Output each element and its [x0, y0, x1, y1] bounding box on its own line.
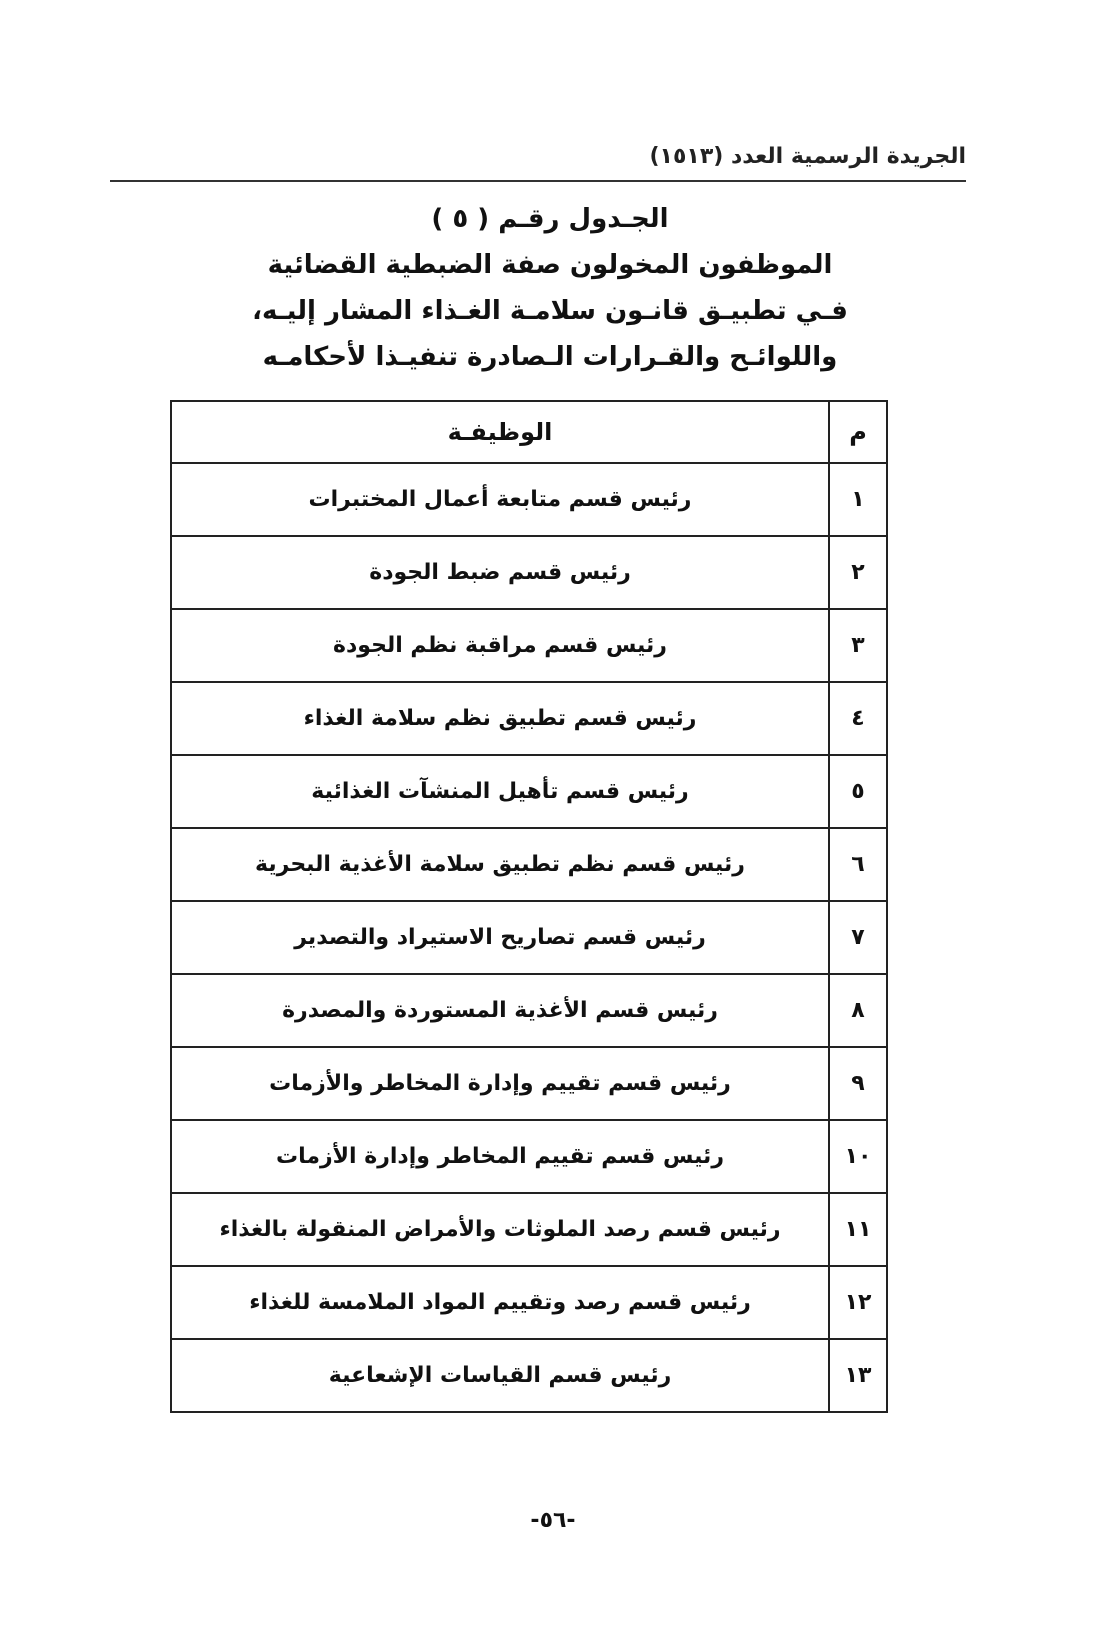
- row-number: ١٢: [829, 1266, 887, 1339]
- row-number: ٣: [829, 609, 887, 682]
- row-job: رئيس قسم تقييم المخاطر وإدارة الأزمات: [171, 1120, 829, 1193]
- row-job: رئيس قسم القياسات الإشعاعية: [171, 1339, 829, 1412]
- table-row: [171, 463, 887, 536]
- table-row: [171, 609, 887, 682]
- row-number: ١٣: [829, 1339, 887, 1412]
- title-line-3: فـي تطبيـق قانـون سلامـة الغـذاء المشار إليـه،: [252, 296, 848, 326]
- document-title-block: [200, 196, 900, 380]
- table-row: [171, 1120, 887, 1193]
- row-number: ١٠: [829, 1120, 887, 1193]
- table-header-row: [171, 401, 887, 463]
- row-job: رئيس قسم مراقبة نظم الجودة: [171, 609, 829, 682]
- row-number: ٥: [829, 755, 887, 828]
- page-number: -٥٦-: [530, 1508, 576, 1533]
- header-job: الوظيفـة: [171, 401, 829, 463]
- row-number: ٢: [829, 536, 887, 609]
- table-row: [171, 1047, 887, 1120]
- row-number: ٨: [829, 974, 887, 1047]
- row-number: ٦: [829, 828, 887, 901]
- officers-table-container: [170, 400, 886, 1413]
- row-job: رئيس قسم متابعة أعمال المختبرات: [171, 463, 829, 536]
- row-job: رئيس قسم تأهيل المنشآت الغذائية: [171, 755, 829, 828]
- row-number: ١١: [829, 1193, 887, 1266]
- officers-table: [170, 400, 888, 1413]
- row-job: رئيس قسم ضبط الجودة: [171, 536, 829, 609]
- row-number: ٧: [829, 901, 887, 974]
- table-row: [171, 901, 887, 974]
- row-job: رئيس قسم رصد وتقييم المواد الملامسة للغذاء: [171, 1266, 829, 1339]
- row-number: ٩: [829, 1047, 887, 1120]
- row-number: ٤: [829, 682, 887, 755]
- row-job: رئيس قسم تقييم وإدارة المخاطر والأزمات: [171, 1047, 829, 1120]
- row-job: رئيس قسم نظم تطبيق سلامة الأغذية البحرية: [171, 828, 829, 901]
- row-job: رئيس قسم رصد الملوثات والأمراض المنقولة بالغذاء: [171, 1193, 829, 1266]
- header-number: م: [829, 401, 887, 463]
- table-row: [171, 974, 887, 1047]
- table-row: [171, 536, 887, 609]
- table-row: [171, 1266, 887, 1339]
- table-row: [171, 828, 887, 901]
- title-line-2: الموظفون المخولون صفة الضبطية القضائية: [267, 250, 833, 280]
- table-row: [171, 682, 887, 755]
- row-job: رئيس قسم الأغذية المستوردة والمصدرة: [171, 974, 829, 1047]
- table-number-title: الجـدول رقـم ( ٥ ): [431, 204, 669, 234]
- title-line-4: واللوائـح والقـرارات الـصادرة تنفيـذا لأحكامـه: [262, 342, 838, 372]
- gazette-header: [110, 140, 966, 182]
- table-row: [171, 1193, 887, 1266]
- row-number: ١: [829, 463, 887, 536]
- row-job: رئيس قسم تطبيق نظم سلامة الغذاء: [171, 682, 829, 755]
- gazette-issue-label: الجريدة الرسمية العدد (١٥١٣): [649, 144, 966, 169]
- table-row: [171, 1339, 887, 1412]
- row-job: رئيس قسم تصاريح الاستيراد والتصدير: [171, 901, 829, 974]
- table-row: [171, 755, 887, 828]
